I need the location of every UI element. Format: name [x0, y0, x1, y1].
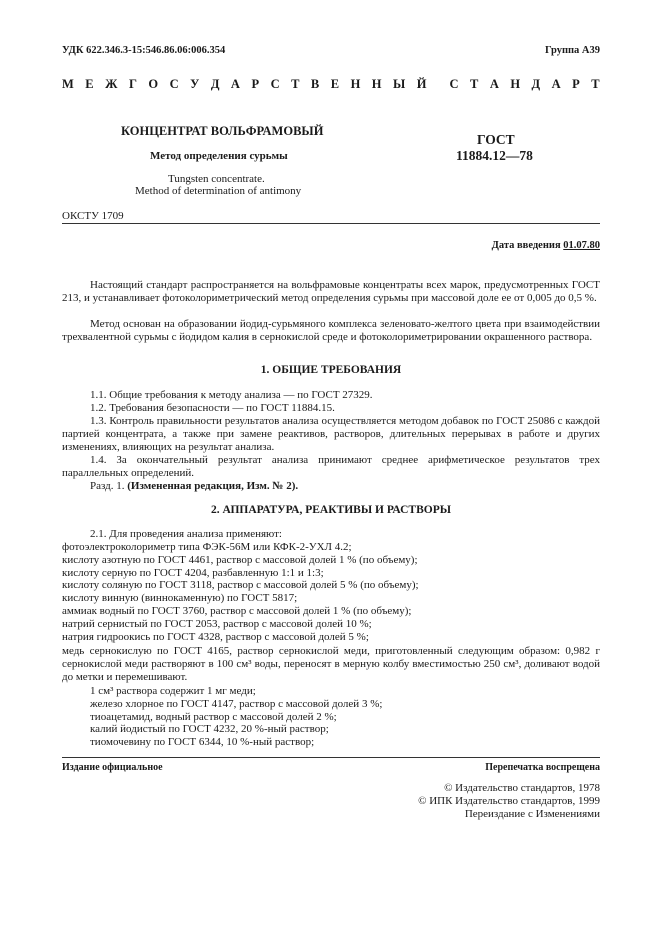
clause-2-1: 2.1. Для проведения анализа применяют:	[90, 528, 282, 540]
list-item: тиоацетамид, водный раствор с массовой долей 2 %;	[90, 710, 337, 723]
banner-letter: М	[62, 77, 74, 91]
amendment-text: (Измененная редакция, Изм. № 2).	[127, 480, 299, 492]
banner-letter: Р	[251, 77, 260, 91]
clause-1-2: 1.2. Требования безопасности — по ГОСТ 11884.15.	[90, 402, 335, 414]
footer-divider	[62, 757, 600, 758]
section-1-heading: 1. ОБЩИЕ ТРЕБОВАНИЯ	[260, 364, 402, 376]
banner-letter: Д	[210, 77, 220, 91]
list-item: тиомочевину по ГОСТ 6344, 10 %-ный раствор;	[90, 736, 315, 749]
banner-letter: А	[489, 77, 499, 91]
list-item: калий йодистый по ГОСТ 4232, 20 %-ный раствор;	[90, 723, 329, 736]
group-code: Группа А39	[544, 45, 600, 56]
list-item: кислоту серную по ГОСТ 4204, разбавленную 1:1 и 1:3;	[62, 566, 324, 579]
reissue-note: Переиздание с Изменениями	[464, 808, 600, 820]
clause-1-3: 1.3. Контроль правильности результатов анализа осуществляется методом добавок по ГОСТ 25086 с каждой партией концентрата, а также при замене реактивов, растворов, длительных перерывах в работе и других изменениях, влияющих на результат анализа.	[62, 415, 600, 453]
banner-letter: У	[190, 77, 200, 91]
banner-letter: В	[310, 77, 320, 91]
clause-1-1: 1.1. Общие требования к методу анализа — по ГОСТ 27329.	[90, 389, 373, 401]
okstu-code: ОКСТУ 1709	[62, 210, 124, 222]
banner-letter: Е	[330, 77, 340, 91]
banner-letter: С	[169, 77, 179, 91]
list-item: натрия гидроокись по ГОСТ 4328, раствор с массовой долей 5 %;	[62, 630, 369, 643]
list-item: 1 см³ раствора содержит 1 мг меди;	[90, 685, 256, 697]
banner-letter: Н	[371, 77, 382, 91]
banner-letter: Т	[291, 77, 300, 91]
banner-letter: Н	[350, 77, 361, 91]
list-item: фотоэлектроколориметр типа ФЭК-56М или КФК-2-УХЛ 4.2;	[62, 541, 352, 553]
list-item: аммиак водный по ГОСТ 3760, раствор с массовой долей 1 % (по объему);	[62, 605, 412, 617]
list-item: кислоту соляную по ГОСТ 3118, раствор с массовой долей 5 % (по объему);	[62, 579, 419, 592]
date-value: 01.07.80	[563, 240, 600, 251]
english-subtitle: Method of determination of antimony	[135, 185, 302, 197]
standard-title: КОНЦЕНТРАТ ВОЛЬФРАМОВЫЙ	[121, 124, 324, 138]
banner-letter: А	[230, 77, 240, 91]
banner-letter: С	[270, 77, 280, 91]
standard-subtitle: Метод определения сурьмы	[150, 150, 288, 162]
copyright-1999: © ИПК Издательство стандартов, 1999	[418, 795, 600, 807]
banner-letter: О	[148, 77, 159, 91]
list-item: железо хлорное по ГОСТ 4147, раствор с массовой долей 3 %;	[90, 697, 383, 710]
interstate-standard-banner	[62, 77, 600, 92]
effective-date	[492, 240, 600, 251]
gost-number: 11884.12—78	[456, 148, 533, 163]
intro-paragraph: Настоящий стандарт распространяется на вольфрамовые концентраты всех марок, предусмотренных ГОСТ 213, и устанавливает фотоколориметрический метод определения сурьмы при массовой доле ее от 0,005 до 0,5 %.	[62, 279, 600, 304]
banner-letter: Д	[531, 77, 541, 91]
official-edition: Издание официальное	[62, 762, 163, 773]
list-item: кислоту винную (виннокаменную) по ГОСТ 5817;	[62, 592, 298, 605]
banner-letter: Ы	[393, 77, 406, 91]
banner-letter: Ж	[105, 77, 118, 91]
banner-letter: Г	[128, 77, 137, 91]
english-title: Tungsten concentrate.	[168, 173, 265, 185]
section-2-heading: 2. АППАРАТУРА, РЕАКТИВЫ И РАСТВОРЫ	[210, 504, 452, 516]
banner-letter: Т	[591, 77, 600, 91]
banner-letter: Р	[572, 77, 580, 91]
list-item: натрий сернистый по ГОСТ 2053, раствор с массовой долей 10 %;	[62, 617, 372, 630]
list-item: кислоту азотную по ГОСТ 4461, раствор с массовой долей 1 % (по объему);	[62, 553, 418, 566]
banner-letter: Т	[469, 77, 479, 91]
amendment-note	[62, 480, 600, 493]
clause-1-4: 1.4. За окончательный результат анализа принимают среднее арифметическое результатов трех параллельных определений.	[62, 454, 600, 479]
date-label: Дата введения	[491, 240, 561, 251]
method-paragraph: Метод основан на образовании йодид-сурьмяного комплекса зеленовато-желтого цвета при взаимодействии трехвалентной сурьмы с йодидом калия в сернокислой среде и фотоколориметрировании окрашенного раствора.	[62, 318, 600, 343]
udk-code: УДК 622.346.3-15:546.86.06:006.354	[62, 45, 226, 56]
divider	[62, 223, 600, 224]
amendment-prefix: Разд. 1.	[90, 480, 125, 492]
reprint-prohibited: Перепечатка воспрещена	[485, 762, 600, 773]
banner-letter: Е	[85, 77, 94, 91]
banner-letter: С	[449, 77, 459, 91]
copyright-1978: © Издательство стандартов, 1978	[444, 782, 600, 794]
banner-letter: Н	[510, 77, 521, 91]
banner-letter: А	[551, 77, 561, 91]
banner-letter: Й	[416, 77, 427, 91]
copper-sulfate-item: медь сернокислую по ГОСТ 4165, раствор сернокислой меди, приготовленный следующим образом: 0,982 г сернокислой меди растворяют в 100 см³ воды, переносят в мерную колбу вместимостью 250 см³, доливают водой до метки и перемешивают.	[62, 645, 600, 683]
gost-label: ГОСТ	[477, 132, 515, 147]
